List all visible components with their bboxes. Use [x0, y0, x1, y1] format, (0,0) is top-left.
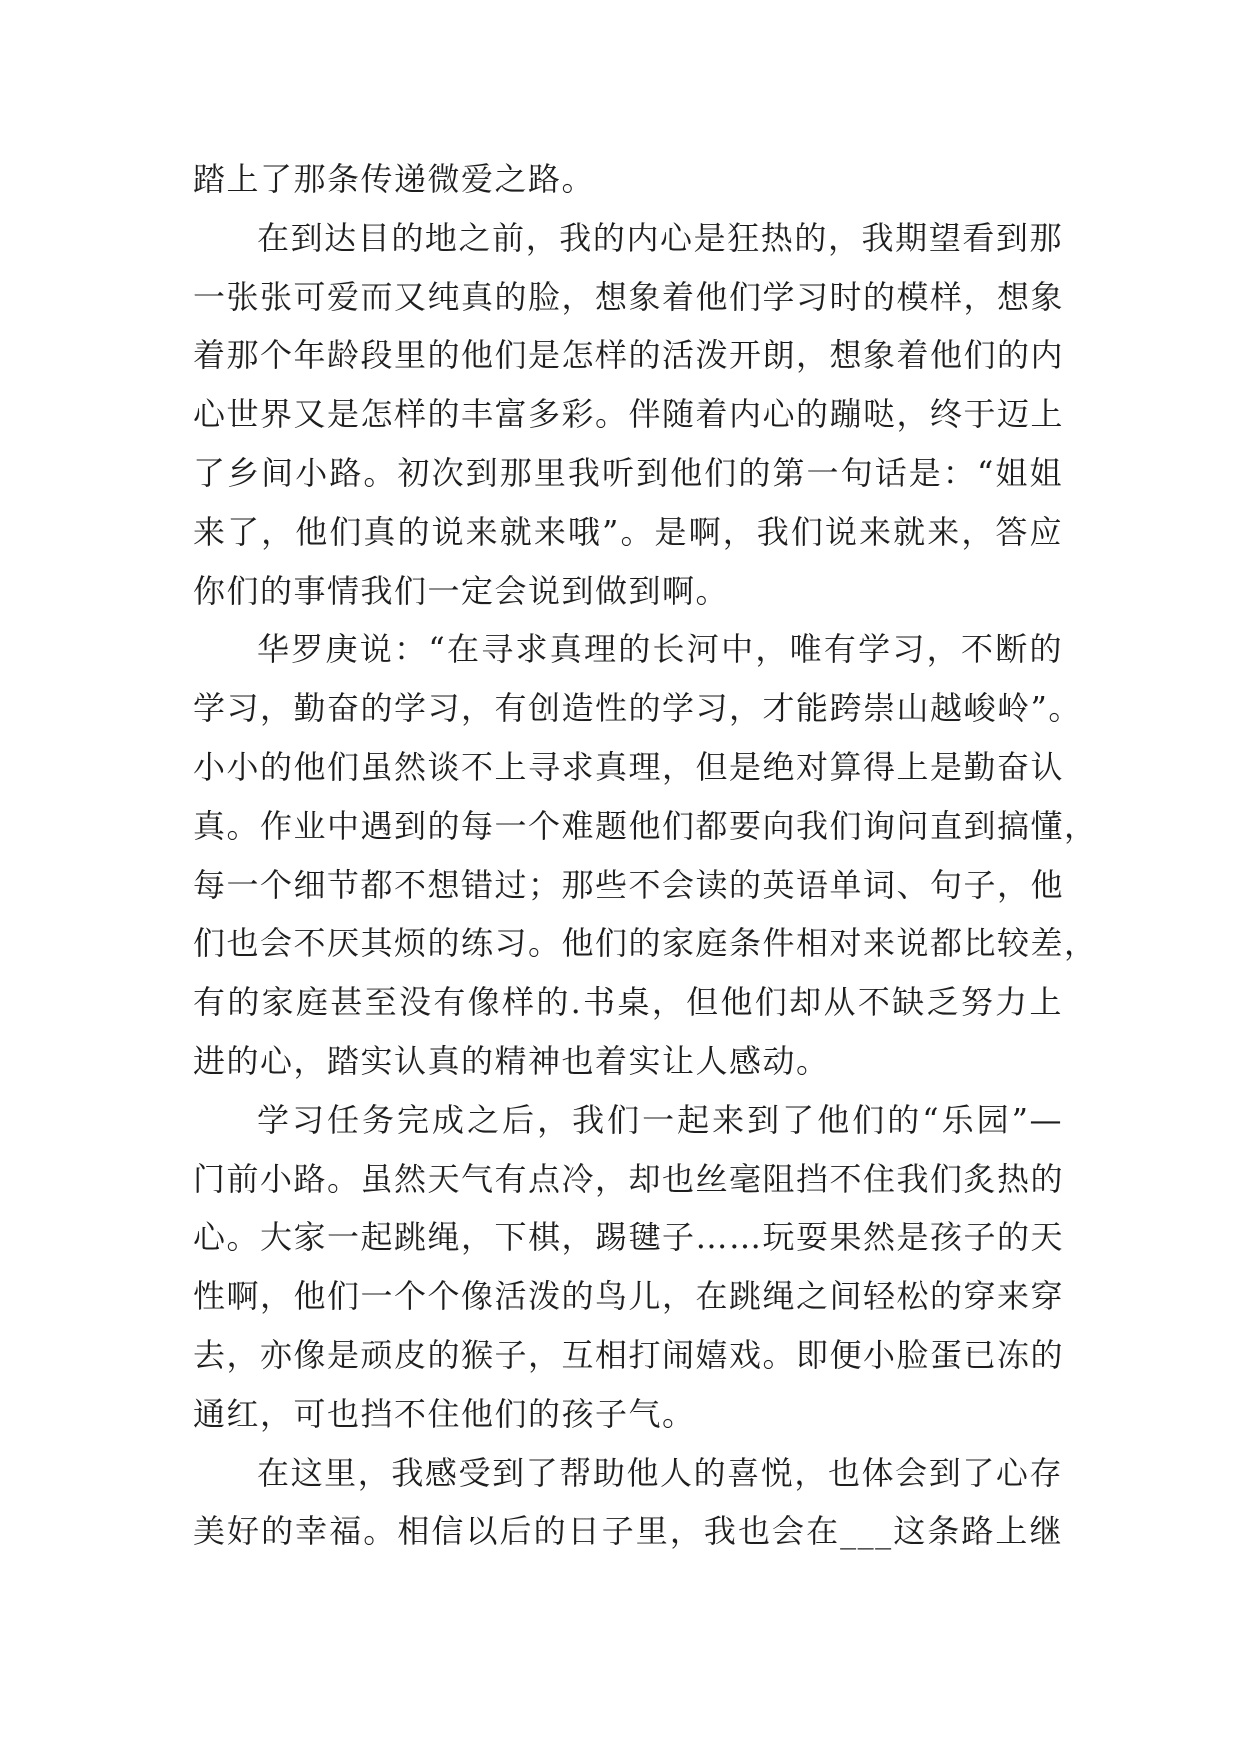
text-line: 性啊，他们一个个像活泼的鸟儿，在跳绳之间轻松的穿来穿 [193, 1277, 1065, 1316]
text-line: 们也会不厌其烦的练习。他们的家庭条件相对来说都比较差， [193, 924, 1098, 963]
text-line: 每一个细节都不想错过；那些不会读的英语单词、句子，他 [193, 865, 1065, 904]
text-line: 一张张可爱而又纯真的脸，想象着他们学习时的模样，想象 [193, 277, 1065, 316]
text-line: 通红，可也挡不住他们的孩子气。 [193, 1394, 696, 1433]
document-page [193, 150, 1098, 1561]
paragraph-first-line: 学习任务完成之后，我们一起来到了他们的“乐园”— [257, 1100, 1063, 1139]
text-line: 去，亦像是顽皮的猴子，互相打闹嬉戏。即便小脸蛋已冻的 [193, 1335, 1065, 1374]
paragraph-first-line: 在这里，我感受到了帮助他人的喜悦，也体会到了心存 [257, 1453, 1063, 1492]
text-line: 真。作业中遇到的每一个难题他们都要向我们询问直到搞懂， [193, 806, 1098, 845]
text-line: 进的心，踏实认真的精神也着实让人感动。 [193, 1041, 830, 1080]
text-line: 你们的事情我们一定会说到做到啊。 [193, 571, 730, 610]
text-line: 踏上了那条传递微爱之路。 [193, 160, 596, 198]
paragraph-first-line: 华罗庚说：“在寻求真理的长河中，唯有学习，不断的 [257, 630, 1063, 669]
text-line: 学习，勤奋的学习，有创造性的学习，才能跨崇山越峻岭”。 [193, 689, 1082, 728]
text-line: 美好的幸福。相信以后的日子里，我也会在___这条路上继 [193, 1512, 1063, 1551]
text-line: 门前小路。虽然天气有点冷，却也丝毫阻挡不住我们炙热的 [193, 1159, 1065, 1198]
text-line: 来了，他们真的说来就来哦”。是啊，我们说来就来，答应 [193, 512, 1063, 551]
text-line: 着那个年龄段里的他们是怎样的活泼开朗，想象着他们的内 [193, 336, 1065, 375]
text-line: 了乡间小路。初次到那里我听到他们的第一句话是：“姐姐 [193, 453, 1063, 492]
text-line: 心。大家一起跳绳，下棋，踢毽子……玩耍果然是孩子的天 [193, 1218, 1065, 1257]
text-line: 小小的他们虽然谈不上寻求真理，但是绝对算得上是勤奋认 [193, 747, 1065, 786]
text-line: 有的家庭甚至没有像样的.书桌，但他们却从不缺乏努力上 [193, 983, 1063, 1022]
paragraph-first-line: 在到达目的地之前，我的内心是狂热的，我期望看到那 [257, 218, 1063, 257]
text-line: 心世界又是怎样的丰富多彩。伴随着内心的蹦哒，终于迈上 [193, 395, 1065, 434]
